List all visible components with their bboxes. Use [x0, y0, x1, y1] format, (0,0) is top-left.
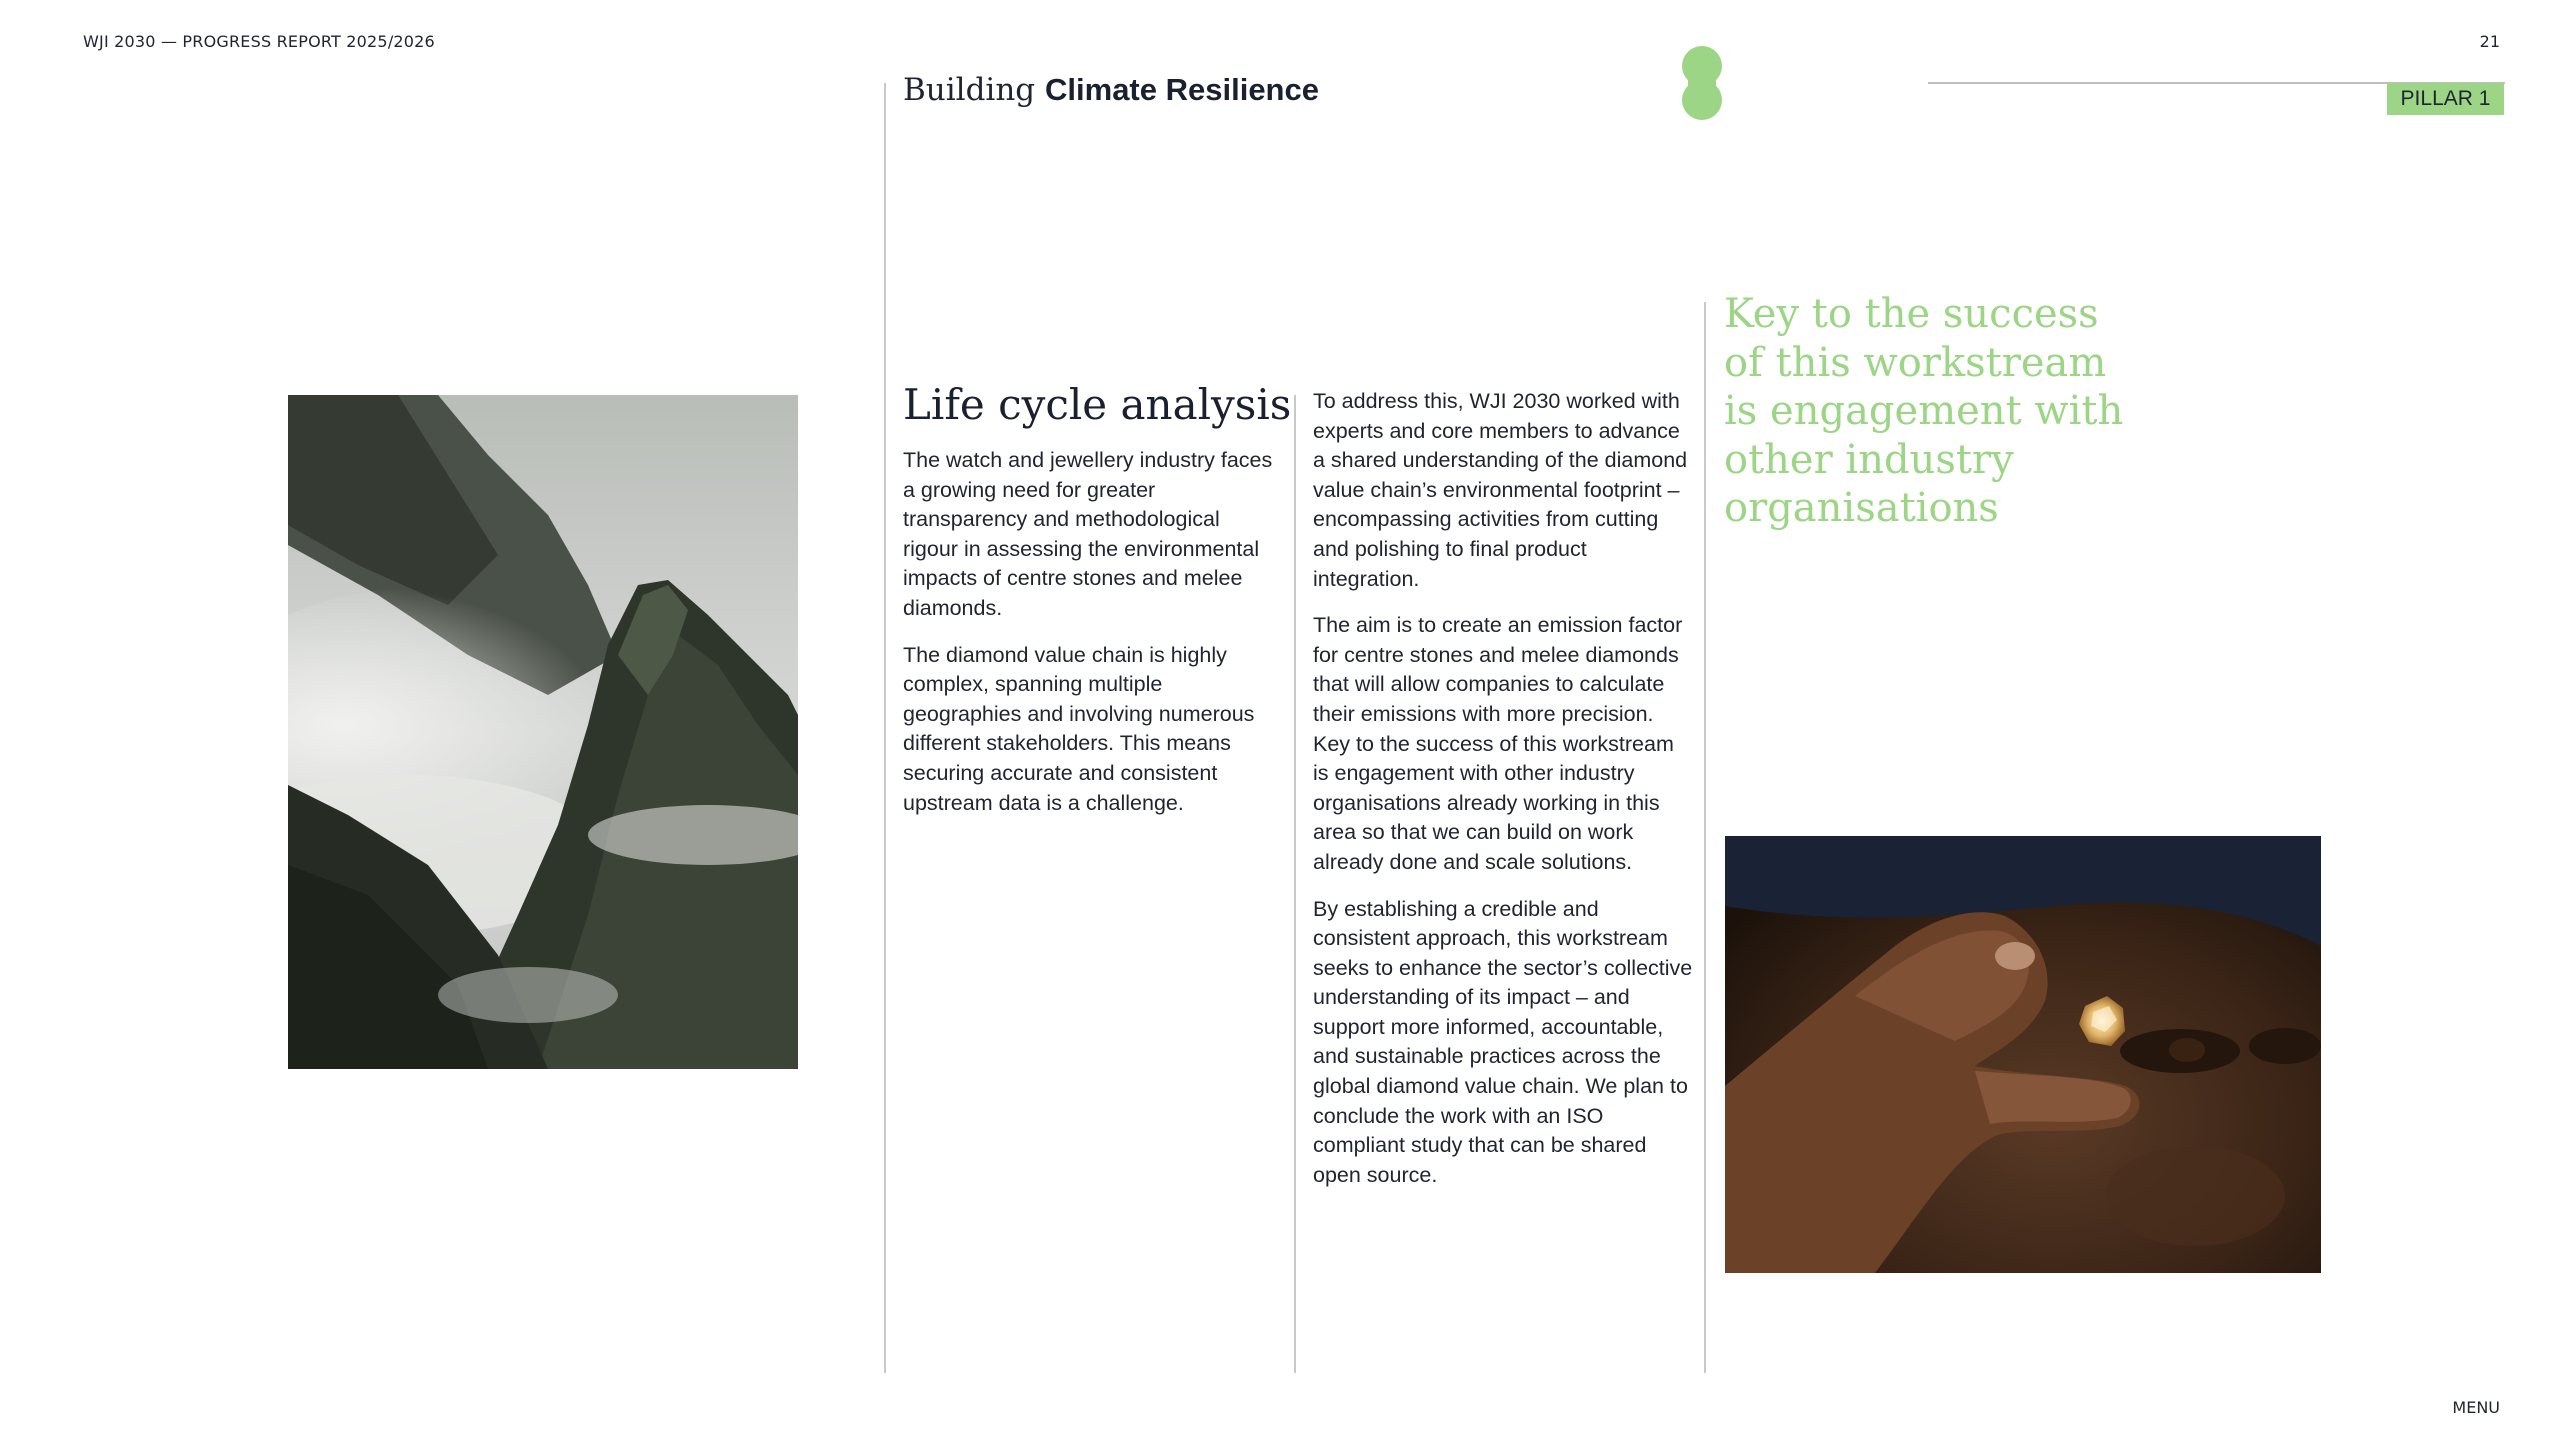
column-divider-3 — [1704, 302, 1706, 1373]
column1-paragraph: The diamond value chain is highly complex, spanning multiple geographies and involving numerous different stakeholders. This means securing accurate and consistent upstream data is a challenge. — [903, 642, 1255, 815]
section-title-bold: Climate Resilience — [1045, 72, 1319, 107]
article-column-2 — [1313, 387, 1693, 1207]
page-number: 21 — [2479, 32, 2500, 51]
column2-paragraph: By establishing a credible and consistent approach, this workstream seeks to enhance the sector’s collective understanding of its impact – and support more informed, accountable, and sustainable practices across the global diamond value chain. We plan to conclude the work with an ISO compliant study that can be shared open source. — [1313, 896, 1693, 1187]
menu-button[interactable]: MENU — [2452, 1398, 2500, 1417]
column2-paragraph: To address this, WJI 2030 worked with experts and core members to advance a shared understanding of the diamond value chain’s environmental footprint – encompassing activities from cutting and polishing to final product integration. — [1313, 389, 1688, 591]
pillar-badge: PILLAR 1 — [2387, 83, 2504, 115]
hand-holding-rough-diamond-photo — [1725, 836, 2321, 1273]
report-title: WJI 2030 — PROGRESS REPORT 2025/2026 — [83, 32, 435, 51]
misty-mountain-photo — [288, 395, 798, 1069]
article-column-1 — [903, 446, 1278, 835]
section-title — [903, 72, 1319, 108]
section-title-light: Building — [903, 72, 1036, 108]
column-divider-2 — [1294, 395, 1296, 1373]
column-divider-1 — [884, 83, 886, 1373]
pull-quote: Key to the success of this workstream is engagement with other industry organisations — [1724, 291, 2124, 531]
article-heading: Life cycle analysis — [903, 380, 1292, 429]
wji-logo-icon — [1680, 46, 1724, 122]
column1-paragraph: The watch and jewellery industry faces a growing need for greater transparency and methodological rigour in assessing the environmental impacts of centre stones and melee diamonds. — [903, 448, 1273, 620]
column2-paragraph: The aim is to create an emission factor for centre stones and melee diamonds that will allow companies to calculate their emissions with more precision. Key to the success of this workstream is engagement with other industry organisations already working in this area so that we can build on work already done and scale solutions. — [1313, 613, 1683, 874]
